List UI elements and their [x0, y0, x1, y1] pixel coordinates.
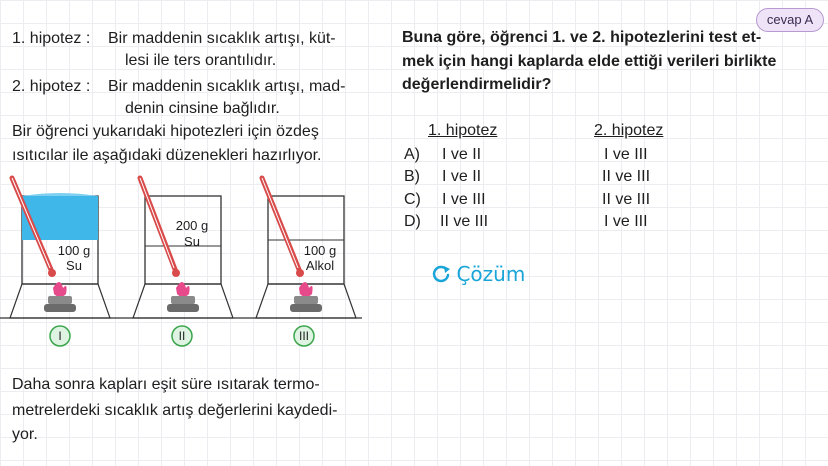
setup-3-numeral: III — [298, 329, 309, 343]
solution-link[interactable] — [430, 262, 525, 286]
intro-line-1: Bir öğrenci yukarıdaki hipotezleri için özdeş — [12, 123, 319, 140]
setup-2-substance: Su — [184, 234, 200, 249]
hypothesis-1-label: 1. hipotez : — [12, 30, 91, 47]
table-header-hypothesis-2: 2. hipotez — [594, 122, 664, 139]
option-b-letter[interactable]: B) — [404, 168, 420, 185]
option-c-letter[interactable]: C) — [404, 191, 421, 208]
hypothesis-2-line1: Bir maddenin sıcaklık artışı, mad- — [108, 78, 346, 95]
setup-1-numeral: I — [58, 329, 62, 343]
question-line-2: mek için hangi kaplarda elde ettiği verileri birlikte — [402, 53, 777, 70]
option-c-h2: II ve III — [602, 191, 651, 208]
solution-icon — [430, 263, 452, 285]
solution-label: Çözüm — [456, 262, 526, 286]
option-c-h1: I ve III — [442, 191, 486, 208]
hypothesis-1-line2: lesi ile ters orantılıdır. — [125, 52, 277, 69]
setup-2-numeral: II — [178, 329, 186, 343]
option-b-h2: II ve III — [602, 168, 651, 185]
option-a-h2: I ve III — [604, 146, 648, 163]
hypothesis-2-label: 2. hipotez : — [12, 78, 91, 95]
option-b-h1: I ve II — [442, 168, 482, 185]
setup-1-mass: 100 g — [57, 243, 91, 258]
setup-1-substance: Su — [66, 258, 82, 273]
hypothesis-1-line1: Bir maddenin sıcaklık artışı, küt- — [108, 30, 336, 47]
option-d-letter[interactable]: D) — [404, 213, 421, 230]
option-d-h1: II ve III — [440, 213, 489, 230]
option-a-letter[interactable]: A) — [404, 146, 420, 163]
outro-line-2: metrelerdeki sıcaklık artış değerlerini kaydedi- — [12, 402, 338, 419]
setup-2-mass: 200 g — [175, 218, 209, 233]
outro-line-1: Daha sonra kapları eşit süre ısıtarak termo- — [12, 376, 320, 393]
hypothesis-2-line2: denin cinsine bağlıdır. — [125, 100, 280, 117]
setup-3-substance: Alkol — [305, 258, 335, 273]
option-d-h2: I ve III — [604, 213, 648, 230]
option-a-h1: I ve II — [442, 146, 482, 163]
answer-badge[interactable]: cevap A — [756, 8, 824, 32]
question-line-3: değerlendirmelidir? — [402, 76, 552, 93]
question-line-1: Buna göre, öğrenci 1. ve 2. hipotezlerini test et- — [402, 29, 762, 46]
table-header-hypothesis-1: 1. hipotez — [428, 122, 498, 139]
intro-line-2: ısıtıcılar ile aşağıdaki düzenekleri hazırlıyor. — [12, 147, 322, 164]
outro-line-3: yor. — [12, 426, 38, 443]
setup-3-mass: 100 g — [303, 243, 337, 258]
